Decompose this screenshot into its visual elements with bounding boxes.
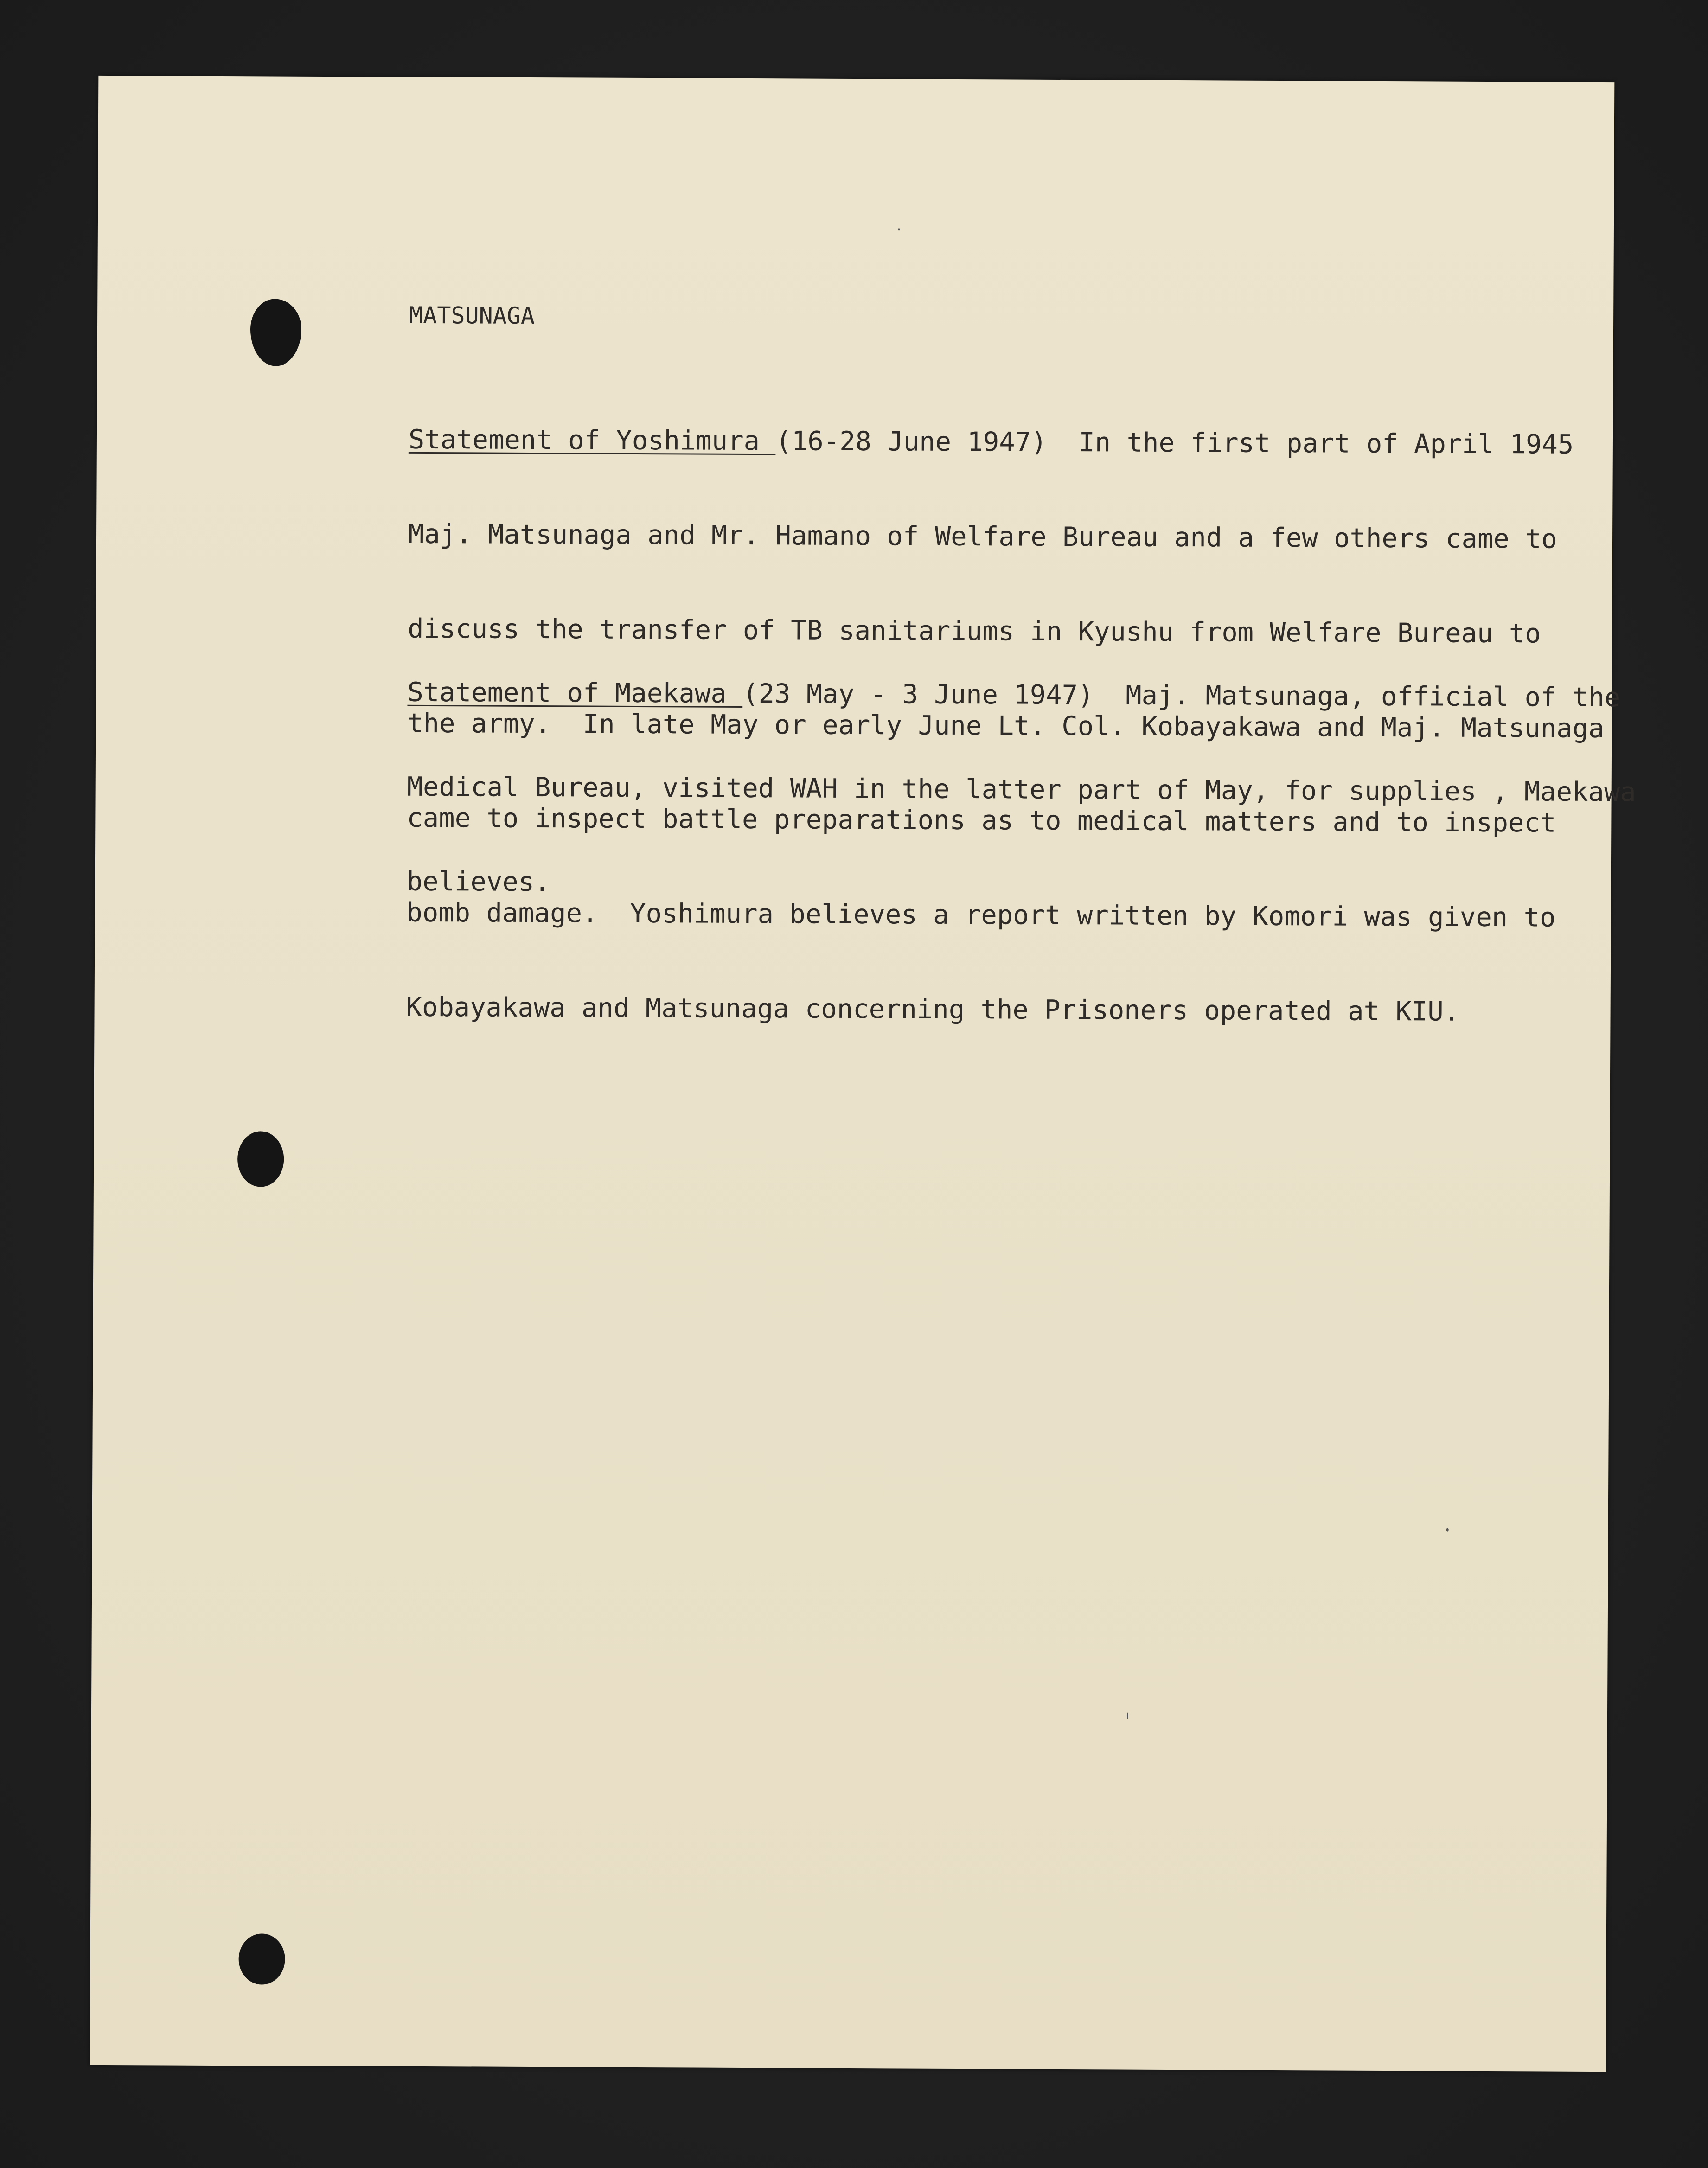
statement-label: Statement of Maekawa (407, 677, 743, 709)
statement-line: came to inspect battle preparations as to medical matters and to inspect (407, 802, 1556, 838)
statement-line: the army. In late May or early June Lt. Col. Kobayakawa and Maj. Matsunaga (407, 708, 1605, 744)
statement-line: Maj. Matsunaga and Mr. Hamano of Welfare Bureau and a few others came to (408, 518, 1558, 555)
statement-line: believes. (406, 866, 550, 898)
punch-hole-bottom (238, 1933, 285, 1984)
statement-label: Statement of Yoshimura (408, 424, 776, 457)
paper-speck (898, 228, 900, 230)
paper-speck (1127, 1713, 1128, 1719)
statement-line: discuss the transfer of TB sanitariums in Kyushu from Welfare Bureau to (408, 613, 1541, 649)
statement-line: bomb damage. Yoshimura believes a report written by Komori was given to (406, 897, 1556, 933)
statement-line: Statement of Maekawa (23 May - 3 June 1947) Maj. Matsunaga, official of the (407, 677, 1621, 713)
punch-hole-middle (237, 1131, 284, 1187)
punch-hole-top (250, 299, 302, 366)
statement-maekawa (406, 614, 1637, 966)
paper-speck (1446, 1528, 1449, 1532)
document-page (90, 76, 1636, 2072)
statement-line: Kobayakawa and Matsunaga concerning the Prisoners operated at KIU. (406, 991, 1460, 1027)
document-heading: MATSUNAGA (409, 301, 535, 329)
statement-line: Medical Bureau, visited WAH in the latter part of May, for supplies , Maekawa (407, 771, 1636, 808)
statement-line: Statement of Yoshimura (16-28 June 1947) In the first part of April 1945 (408, 424, 1574, 460)
